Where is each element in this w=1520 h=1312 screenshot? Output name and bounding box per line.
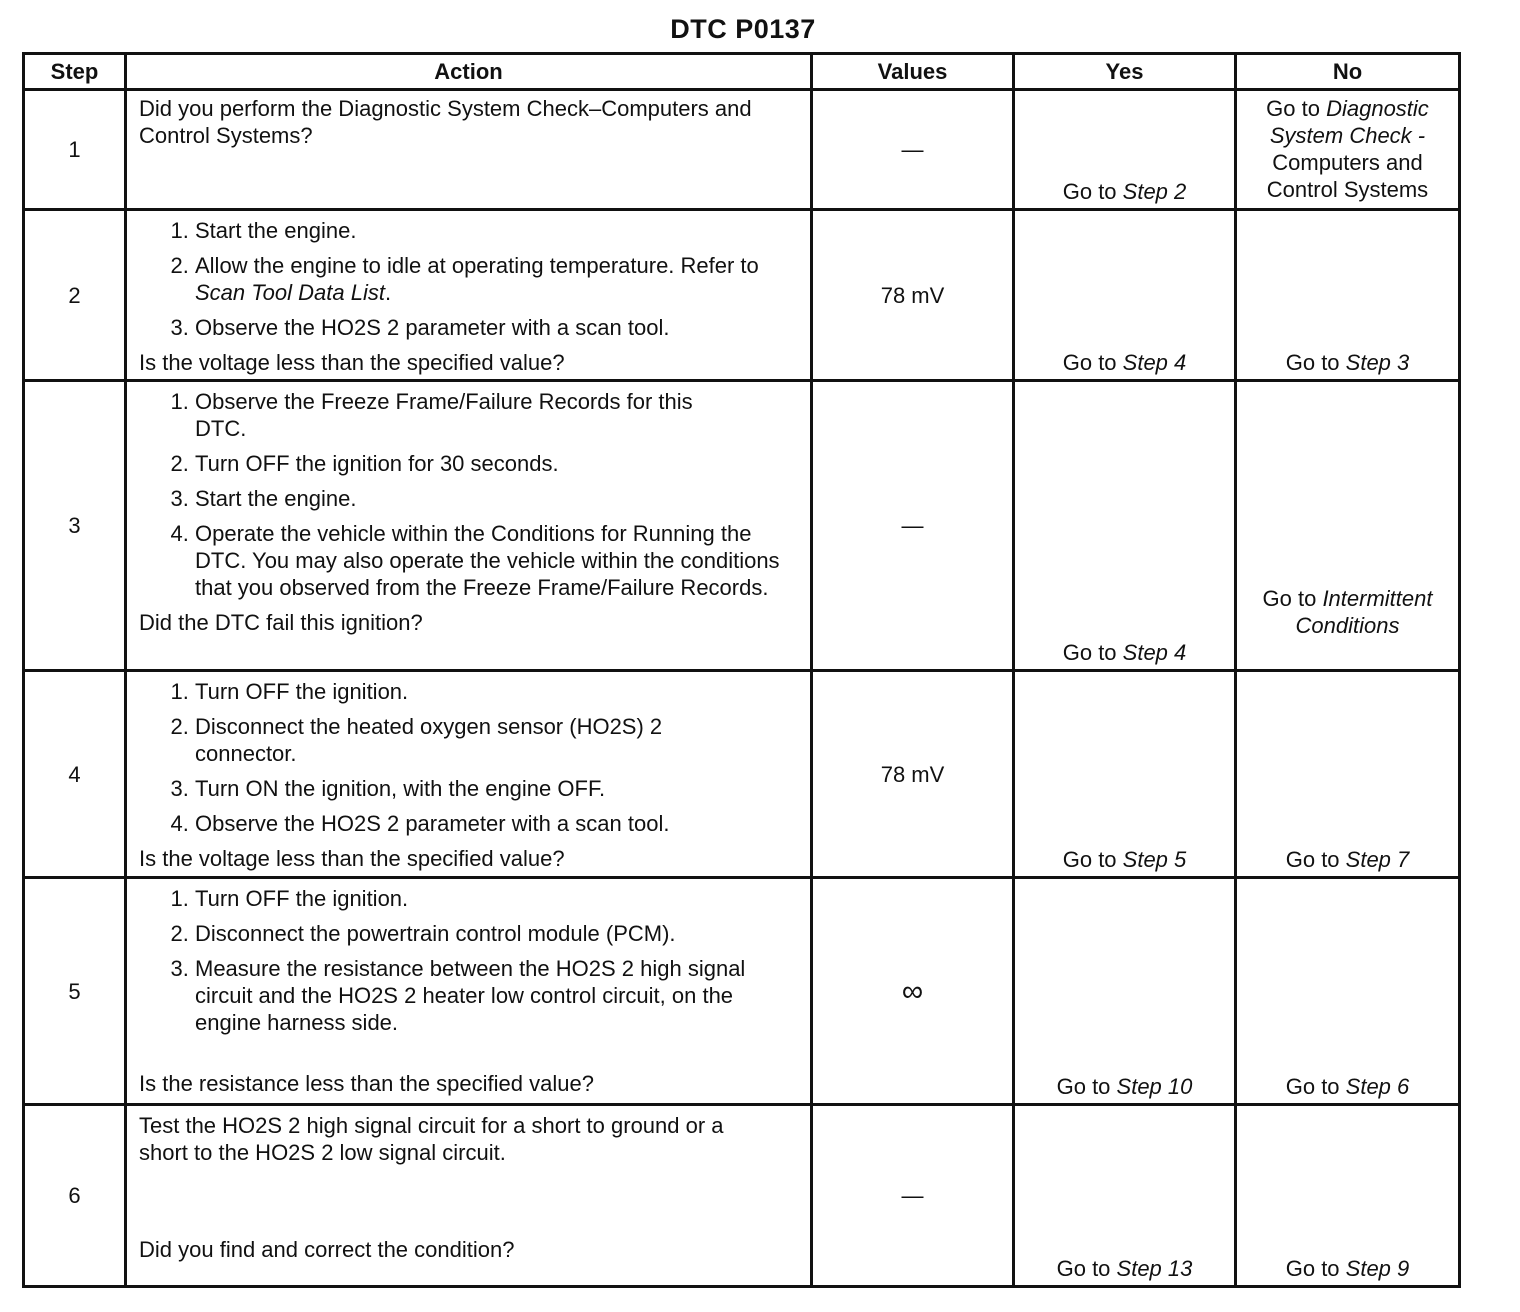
table-row bbox=[24, 1105, 1460, 1287]
value-cell: ∞ bbox=[812, 878, 1014, 1105]
yes-link[interactable]: Step 10 bbox=[1116, 1074, 1193, 1099]
yes-cell bbox=[1014, 878, 1236, 1105]
action-list bbox=[139, 388, 804, 601]
table-row bbox=[24, 90, 1460, 210]
action-item: 2. Allow the engine to idle at operating temperature. Refer to Scan Tool Data List. bbox=[195, 252, 804, 306]
step-number: 6 bbox=[24, 1105, 126, 1287]
diagnostic-table bbox=[22, 52, 1461, 1288]
table-row bbox=[24, 381, 1460, 671]
action-item: 4. Operate the vehicle within the Conditions for Running the DTC. You may also operate the vehicle within the conditions that you observed from the Freeze Frame/Failure Records. bbox=[195, 520, 798, 601]
no-suffix: Computers and Control Systems bbox=[1266, 150, 1429, 202]
header-step: Step bbox=[24, 54, 126, 90]
action-item: 3. Observe the HO2S 2 parameter with a scan tool. bbox=[195, 314, 804, 341]
value-cell: — bbox=[812, 1105, 1014, 1287]
no-prefix: Go to bbox=[1285, 1074, 1346, 1099]
action-item: 3. Start the engine. bbox=[195, 485, 798, 512]
header-values: Values bbox=[812, 54, 1014, 90]
value-cell: 78 mV bbox=[812, 210, 1014, 381]
no-cell bbox=[1236, 90, 1460, 210]
yes-prefix: Go to bbox=[1062, 847, 1123, 872]
action-cell bbox=[126, 210, 812, 381]
table-row bbox=[24, 210, 1460, 381]
step-number: 3 bbox=[24, 381, 126, 671]
action-list bbox=[139, 217, 804, 341]
yes-prefix: Go to bbox=[1062, 640, 1123, 665]
action-question: Is the voltage less than the specified value? bbox=[139, 846, 565, 871]
action-item: 1. Turn OFF the ignition. bbox=[195, 885, 804, 912]
action-question: Did the DTC fail this ignition? bbox=[139, 610, 423, 635]
header-no: No bbox=[1236, 54, 1460, 90]
header-row bbox=[24, 54, 1460, 90]
action-list bbox=[139, 678, 804, 837]
action-cell bbox=[126, 381, 812, 671]
action-cell bbox=[126, 90, 812, 210]
no-link[interactable]: Step 3 bbox=[1345, 350, 1410, 375]
table-row bbox=[24, 878, 1460, 1105]
yes-cell bbox=[1014, 671, 1236, 878]
yes-cell bbox=[1014, 381, 1236, 671]
no-link[interactable]: Intermittent Conditions bbox=[1295, 586, 1433, 638]
action-cell bbox=[126, 671, 812, 878]
action-cell bbox=[126, 1105, 812, 1287]
no-link[interactable]: Step 9 bbox=[1345, 1256, 1410, 1281]
step-number: 1 bbox=[24, 90, 126, 210]
yes-link[interactable]: Step 13 bbox=[1116, 1256, 1193, 1281]
no-cell bbox=[1236, 878, 1460, 1105]
value-cell: 78 mV bbox=[812, 671, 1014, 878]
no-link[interactable]: Diagnostic System Check - bbox=[1269, 96, 1429, 148]
yes-cell bbox=[1014, 90, 1236, 210]
yes-prefix: Go to bbox=[1056, 1256, 1117, 1281]
action-question: Is the resistance less than the specified value? bbox=[139, 1071, 594, 1096]
no-prefix: Go to bbox=[1285, 350, 1346, 375]
no-cell bbox=[1236, 381, 1460, 671]
action-text: Test the HO2S 2 high signal circuit for a short to ground or a short to the HO2S 2 low signal circuit. bbox=[139, 1113, 724, 1165]
no-cell bbox=[1236, 210, 1460, 381]
yes-link[interactable]: Step 4 bbox=[1122, 640, 1187, 665]
action-item: 3. Measure the resistance between the HO2S 2 high signal circuit and the HO2S 2 heater low control circuit, on the engine harness side. bbox=[195, 955, 804, 1036]
scan-tool-link[interactable]: Scan Tool Data List bbox=[195, 280, 385, 305]
action-item: 2. Turn OFF the ignition for 30 seconds. bbox=[195, 450, 798, 477]
action-item: 3. Turn ON the ignition, with the engine OFF. bbox=[195, 775, 804, 802]
action-item: 2. Disconnect the heated oxygen sensor (HO2S) 2 connector. bbox=[195, 713, 804, 767]
no-cell bbox=[1236, 1105, 1460, 1287]
yes-prefix: Go to bbox=[1056, 1074, 1117, 1099]
action-item: 1. Observe the Freeze Frame/Failure Records for this DTC. bbox=[195, 388, 798, 442]
action-question: Is the voltage less than the specified value? bbox=[139, 350, 565, 375]
no-cell bbox=[1236, 671, 1460, 878]
action-item: 1. Turn OFF the ignition. bbox=[195, 678, 804, 705]
no-prefix: Go to bbox=[1266, 96, 1327, 121]
yes-link[interactable]: Step 4 bbox=[1122, 350, 1187, 375]
action-item: 1. Start the engine. bbox=[195, 217, 804, 244]
yes-link[interactable]: Step 5 bbox=[1122, 847, 1187, 872]
action-item: 2. Disconnect the powertrain control module (PCM). bbox=[195, 920, 804, 947]
page-title: DTC P0137 bbox=[670, 14, 816, 44]
no-prefix: Go to bbox=[1285, 847, 1346, 872]
yes-prefix: Go to bbox=[1062, 350, 1123, 375]
header-action: Action bbox=[126, 54, 812, 90]
step-number: 2 bbox=[24, 210, 126, 381]
action-cell bbox=[126, 878, 812, 1105]
value-cell: — bbox=[812, 381, 1014, 671]
yes-cell bbox=[1014, 1105, 1236, 1287]
action-text: Did you perform the Diagnostic System Check–Computers and Control Systems? bbox=[139, 96, 752, 148]
no-link[interactable]: Step 7 bbox=[1345, 847, 1410, 872]
no-prefix: Go to bbox=[1285, 1256, 1346, 1281]
yes-link[interactable]: Step 2 bbox=[1122, 179, 1187, 204]
action-list bbox=[139, 885, 804, 1036]
header-yes: Yes bbox=[1014, 54, 1236, 90]
value-cell: — bbox=[812, 90, 1014, 210]
action-item: 4. Observe the HO2S 2 parameter with a scan tool. bbox=[195, 810, 804, 837]
no-prefix: Go to bbox=[1262, 586, 1323, 611]
no-link[interactable]: Step 6 bbox=[1345, 1074, 1410, 1099]
yes-prefix: Go to bbox=[1062, 179, 1123, 204]
step-number: 4 bbox=[24, 671, 126, 878]
action-question: Did you find and correct the condition? bbox=[139, 1237, 515, 1262]
step-number: 5 bbox=[24, 878, 126, 1105]
yes-cell bbox=[1014, 210, 1236, 381]
table-row bbox=[24, 671, 1460, 878]
